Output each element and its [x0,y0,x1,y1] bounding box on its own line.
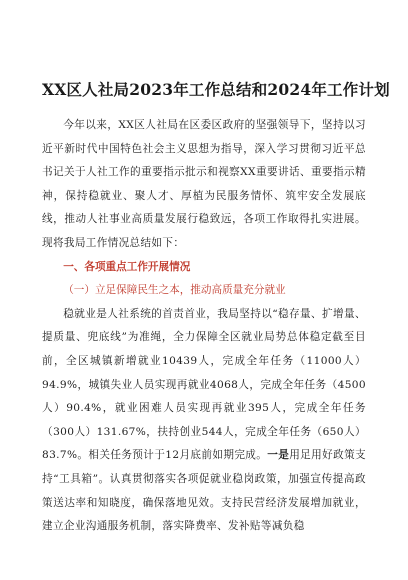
intro-paragraph: 今年以来，XX区人社局在区委区政府的坚强领导下，坚持以习近平新时代中国特色社会主义思想为指导，深入学习贯彻习近平总书记关于人社工作的重要指示批示和视察XX重要讲话、重要指示精神，保持稳就业、聚人才、厚植为民服务情怀、筑牢安全发展底线，推动人社事业高质量发展行稳致远，各项工作取得扎实进展。现将我局工作情况总结如下： [42,119,366,249]
body-bold-lead: 一是 [267,449,290,462]
body-paragraph [42,303,366,539]
document-title: XX区人社局2023年工作总结和2024年工作计划 [42,80,390,99]
body-text-part2: 用足用好政策支持“工具箱”。认真贯彻落实各项促就业稳岗政策，加强宣传提高政策送达率和知晓度，确保落地见效。支持民营经济发展增加就业，建立企业沟通服务机制，落实降费率、发补贴等减负稳 [42,449,366,533]
subsection-heading: （一）立足保障民生之本，推动高质量充分就业 [63,284,286,297]
body-text-part1: 稳就业是人社系统的首责首业，我局坚持以“稳存量、扩增量、提质量、兜底线”为准绳，全力保障全区就业局势总体稳定截至目前，全区城镇新增就业10439人，完成全年任务（11000人）94.9%，城镇失业人员实现再就业4068人，完成全年任务（4500人）90.4%，就业困难人员实现再就业395人，完成全年任务（300人）131.67%，扶持创业544人，完成全年任务（650人）83.7%。相关任务预计于12月底前如期完成。 [42,307,366,462]
section-heading: 一、各项重点工作开展情况 [63,260,191,273]
